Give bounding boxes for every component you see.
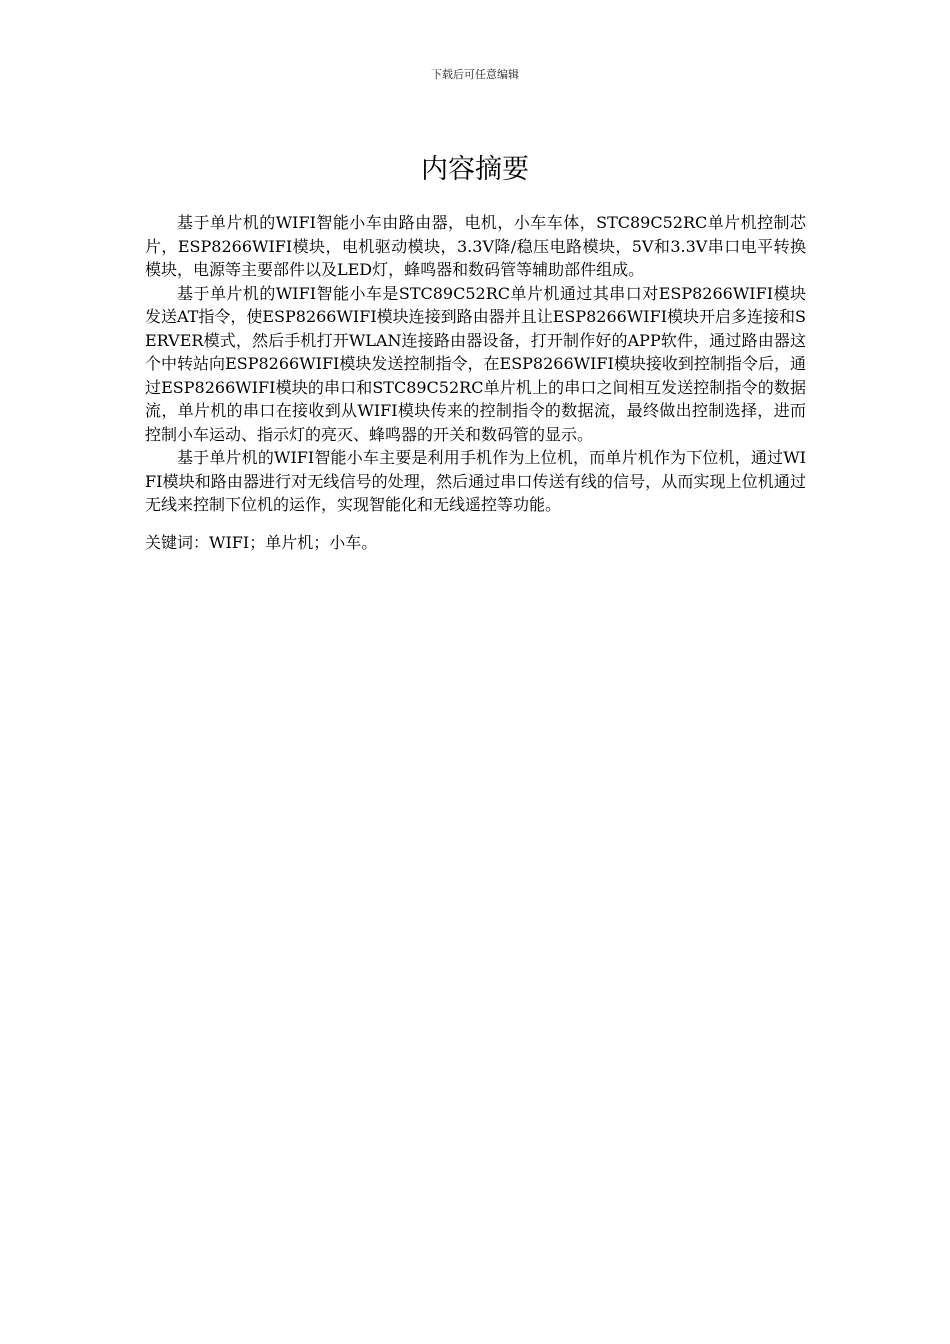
abstract-paragraph-2: 基于单片机的WIFI智能小车是STC89C52RC单片机通过其串口对ESP8266WIFI模块发送AT指令，使ESP8266WIFI模块连接到路由器并且让ESP8266WIFI模块开启多连接和SERVER模式，然后手机打开WLAN连接路由器设备，打开制作好的APP软件，通过路由器这个中转站向ESP8266WIFI模块发送控制指令，在ESP8266WIFI模块接收到控制指令后，通过ESP8266WIFI模块的串口和STC89C52RC单片机上的串口之间相互发送控制指令的数据流，单片机的串口在接收到从WIFI模块传来的控制指令的数据流，最终做出控制选择，进而控制小车运动、指示灯的亮灭、蜂鸣器的开关和数码管的显示。 <box>145 283 806 444</box>
abstract-paragraph-3: 基于单片机的WIFI智能小车主要是利用手机作为上位机，而单片机作为下位机，通过WIFI模块和路由器进行对无线信号的处理，然后通过串口传送有线的信号，从而实现上位机通过无线来控制下位机的运作，实现智能化和无线遥控等功能。 <box>145 448 806 514</box>
header-note: 下载后可任意编辑 <box>431 68 519 81</box>
keywords-line: 关键词：WIFI；单片机；小车。 <box>145 532 378 552</box>
page-title: 内容摘要 <box>421 154 529 185</box>
abstract-body <box>145 211 806 554</box>
abstract-paragraph-1: 基于单片机的WIFI智能小车由路由器，电机，小车车体，STC89C52RC单片机控制芯片，ESP8266WIFI模块，电机驱动模块，3.3V降/稳压电路模块，5V和3.3V串口电平转换模块，电源等主要部件以及LED灯，蜂鸣器和数码管等辅助部件组成。 <box>145 213 806 279</box>
